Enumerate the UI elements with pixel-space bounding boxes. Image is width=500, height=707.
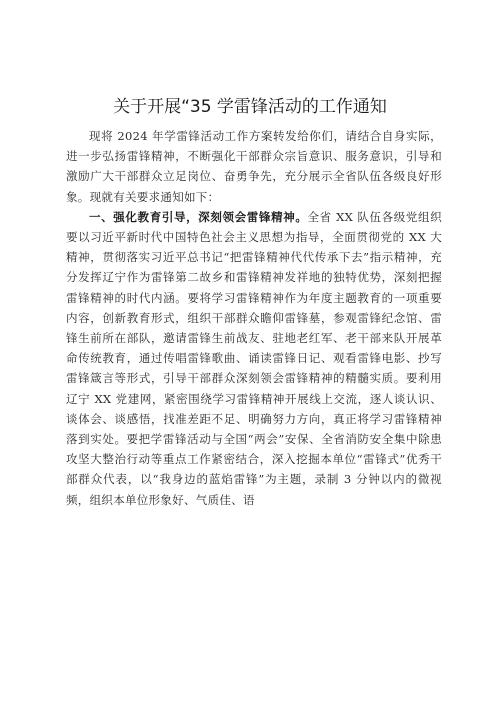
document-body (66, 126, 442, 510)
section-1-heading: 一、强化教育引导，深刻领会雷锋精神。 (89, 209, 308, 224)
document-title: 关于开展“35 学雷锋活动的工作通知 (113, 97, 387, 117)
section-1-body: 全省 XX 队伍各级党组织要以习近平新时代中国特色社会主义思想为指导，全面贯彻党的 XX 大精神，贯彻落实习近平总书记“把雷锋精神代代传承下去”指示精神，充分发挥辽宁作为雷锋第二故乡和雷锋精神发祥地的独特优势，深刻把握雷锋精神的时代内涵。要将学习雷锋精神作为年度主题教育的一项重要内容，创新教育形式，组织干部群众瞻仰雷锋墓，参观雷锋纪念馆、雷锋生前所在部队，邀请雷锋生前战友、驻地老红军、老干部来队开展革命传统教育，通过传唱雷锋歌曲、诵读雷锋日记、观看雷锋电影、抄写雷锋箴言等形式，引导干部群众深刻领会雷锋精神的精髓实质。要利用辽宁 XX 党建网，紧密围绕学习雷锋精神开展线上交流，逐人谈认识、谈体会、谈感悟，找准差距不足、明确努力方向，真正将学习雷锋精神落到实处。要把学雷锋活动与全国“两会”安保、全省消防安全集中除患攻坚大整治行动等重点工作紧密结合，深入挖掘本单位“雷锋式”优秀干部群众代表，以“我身边的蓝焰雷锋”为主题，录制 3 分钟以内的微视频，组织本单位形象好、气质佳、语 (66, 209, 442, 507)
section-1-paragraph (66, 207, 442, 510)
intro-paragraph: 现将 2024 年学雷锋活动工作方案转发给你们，请结合自身实际，进一步弘扬雷锋精神，不断强化干部群众宗旨意识、服务意识，引导和激励广大干部群众立足岗位、奋勇争先，充分展示全省队伍各级良好形象。现就有关要求通知如下： (66, 129, 442, 204)
